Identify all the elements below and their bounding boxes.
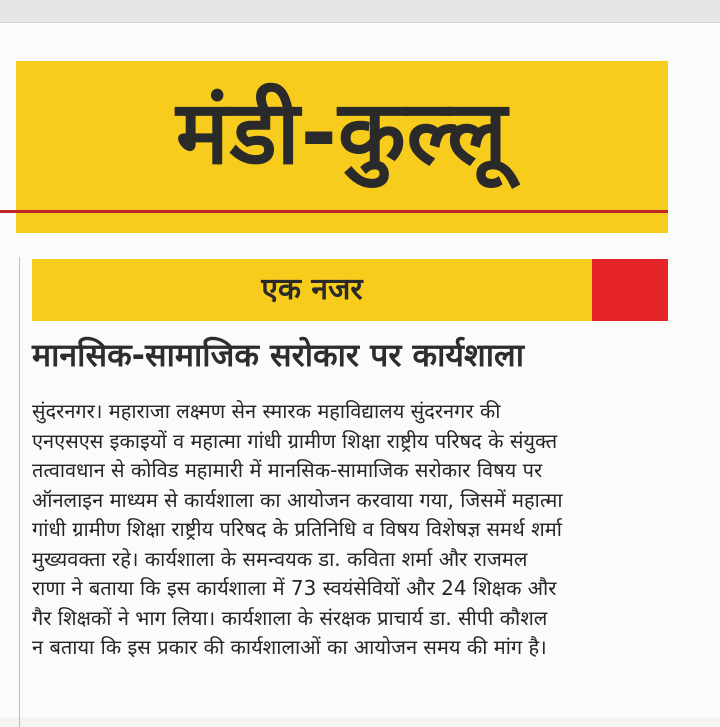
masthead-title: मंडी-कुल्लू [176,81,508,184]
section-red-block [592,259,668,321]
masthead-banner [16,61,668,233]
article-line: सुंदरनगर। महाराजा लक्ष्मण सेन स्मारक महाविद्यालय सुंदरनगर की [32,399,501,423]
article-line: राणा ने बताया कि इस कार्यशाला में 73 स्वयंसेवियों और 24 शिक्षक और [32,576,557,600]
masthead-red-rule [0,210,668,213]
section-label: एक नजर [261,272,363,307]
article-line: गांधी ग्रामीण शिक्षा राष्ट्रीय परिषद के प्रतिनिधि व विषय विशेषज्ञ समर्थ शर्मा [32,517,562,541]
article-line: तत्वावधान से कोविड महामारी में मानसिक-सामाजिक सरोकार विषय पर [32,458,543,482]
article-line: गैर शिक्षकों ने भाग लिया। कार्यशाला के संरक्षक प्राचार्य डा. सीपी कौशल [32,605,548,630]
browser-top-bar [0,0,720,23]
article-line: न बताया कि इस प्रकार की कार्यशालाओं का आयोजन समय की मांग है। [32,635,547,659]
article-line: एनएसएस इकाइयों व महात्मा गांधी ग्रामीण शिक्षा राष्ट्रीय परिषद के संयुक्त [32,428,558,453]
article-line: मुख्यवक्ता रहे। कार्यशाला के समन्वयक डा. कविता शर्मा और राजमल [32,546,528,571]
article-body [32,397,672,663]
section-header-bar [32,259,668,321]
article-headline: मानसिक-सामाजिक सरोकार पर कार्यशाला [32,336,525,374]
newspaper-page [0,23,720,717]
article-line: ऑनलाइन माध्यम से कार्यशाला का आयोजन करवाया गया, जिसमें महात्मा [32,487,563,512]
column-divider [19,257,20,727]
